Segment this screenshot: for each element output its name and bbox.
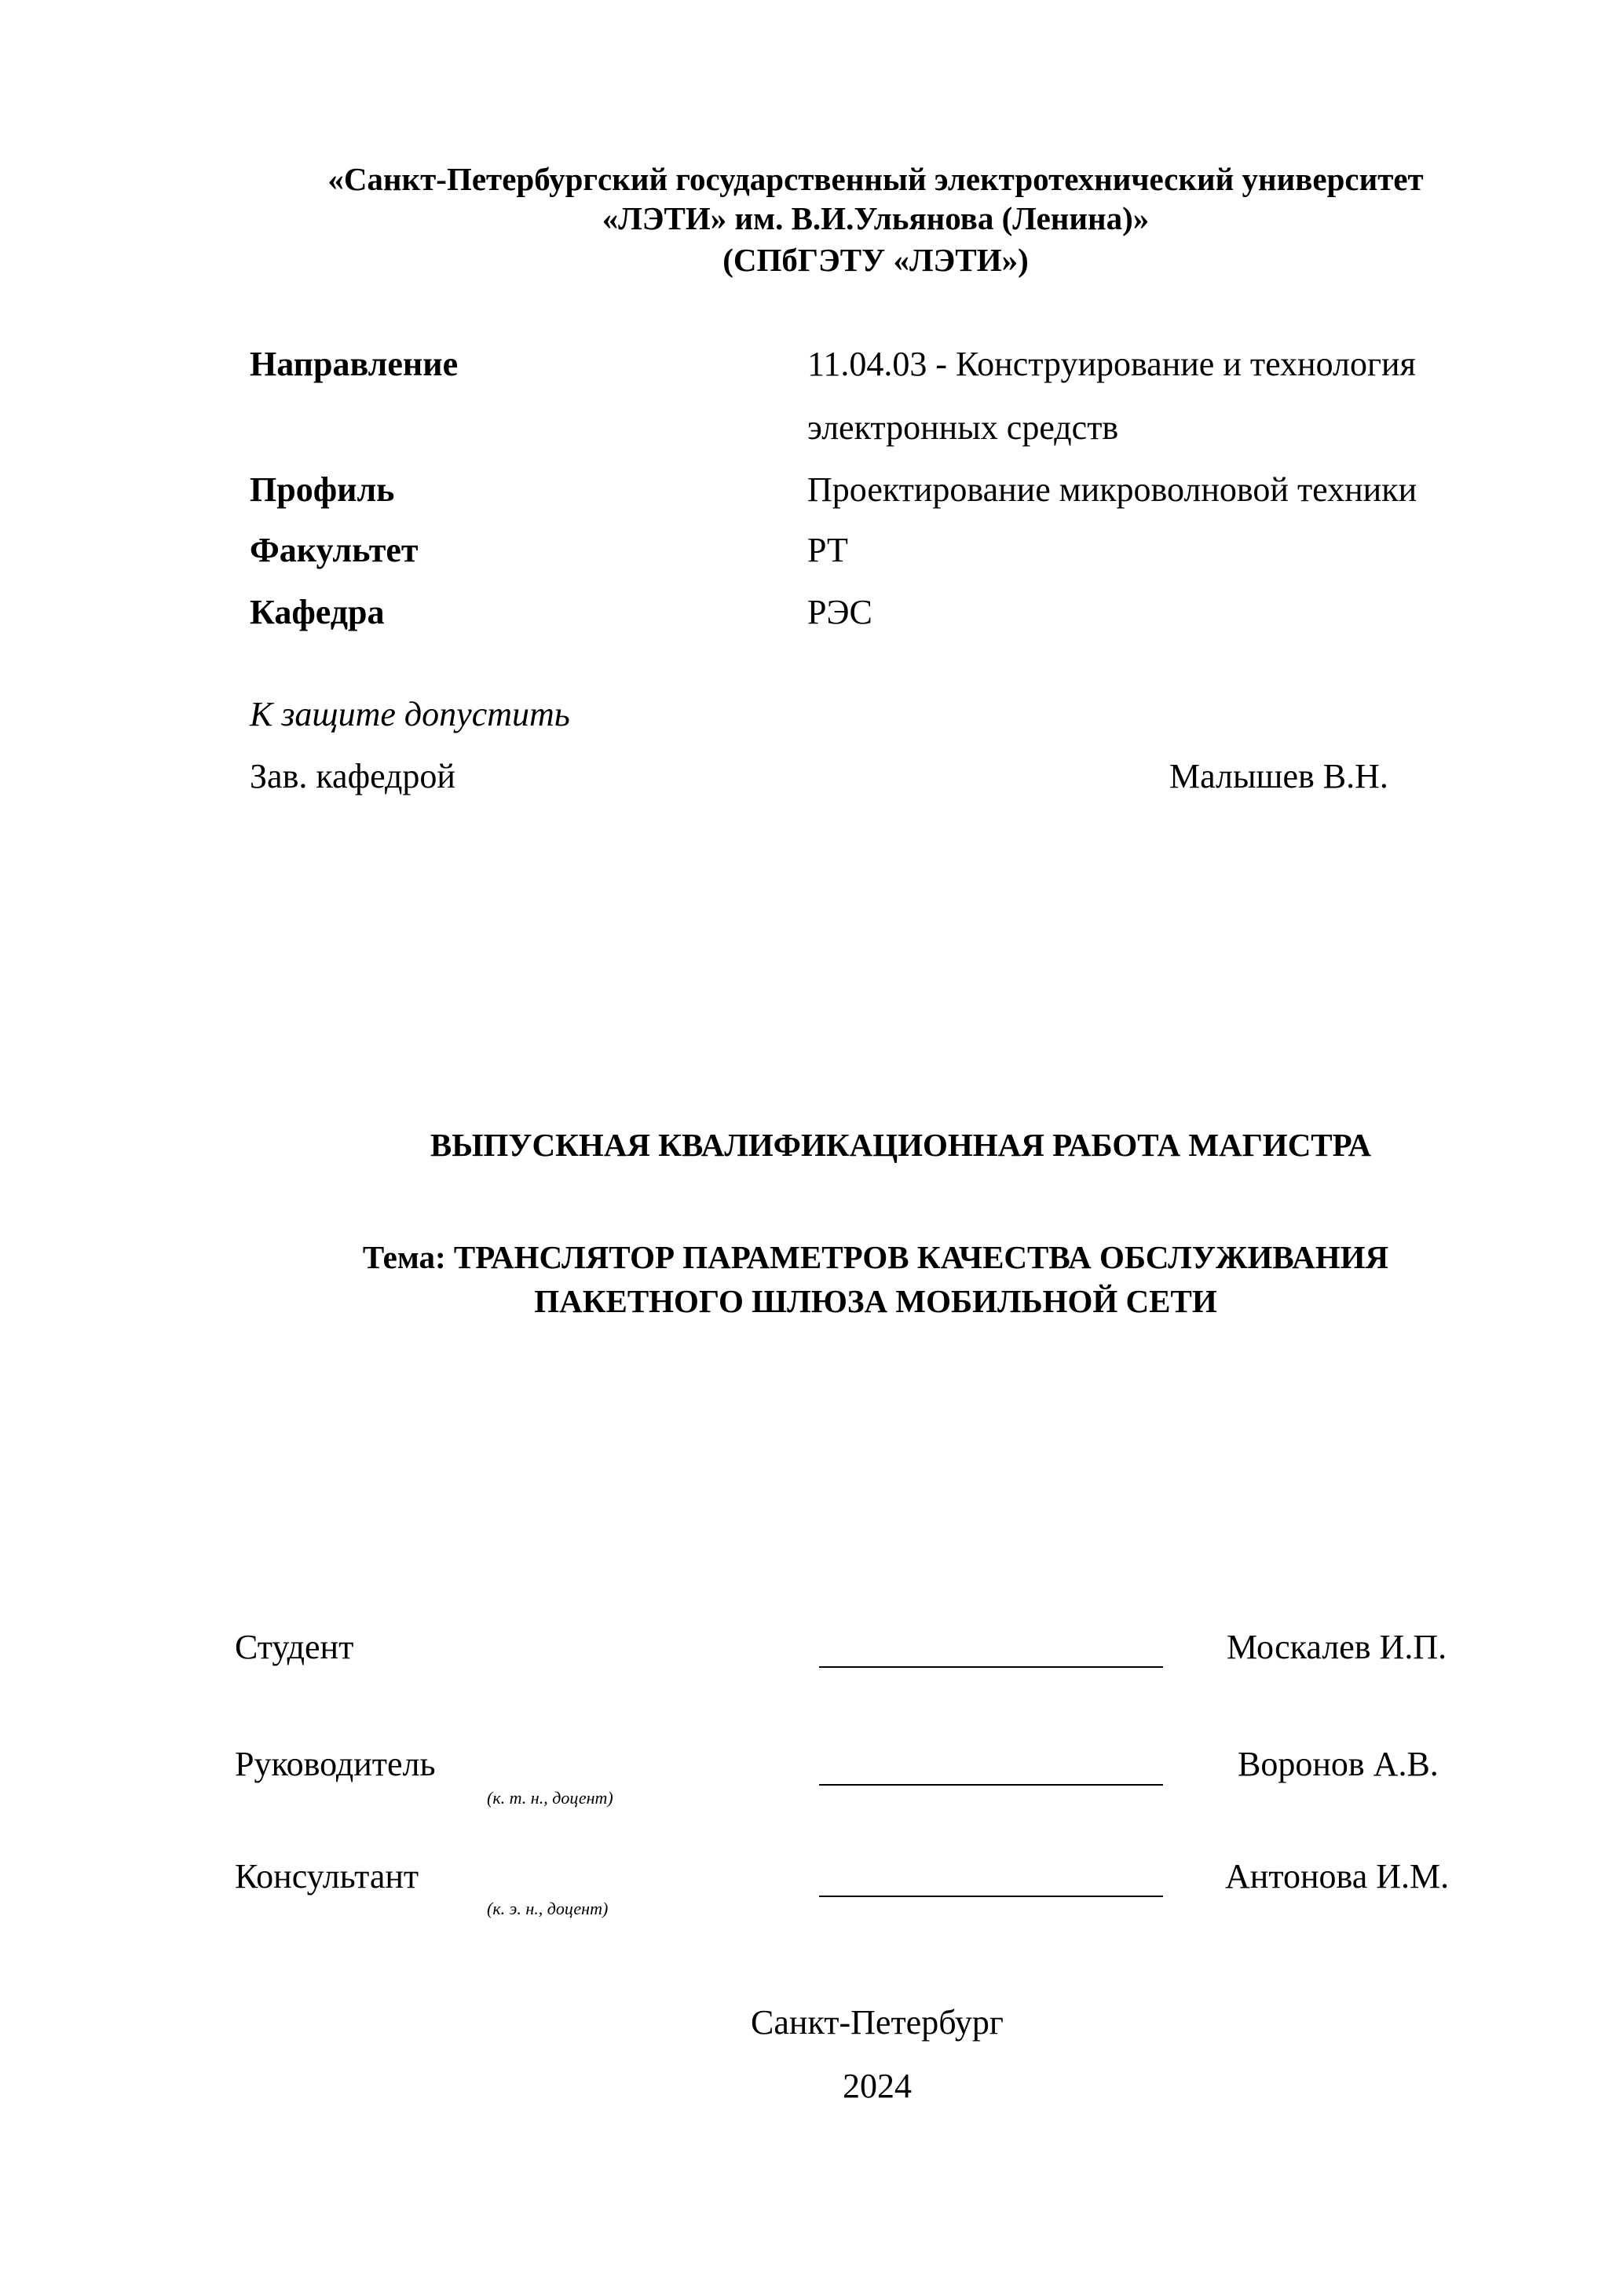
- direction-value-cont: электронных средств: [807, 408, 1119, 447]
- profile-value: Проектирование микроволновой техники: [807, 470, 1417, 509]
- approval-title: К защите допустить: [250, 695, 570, 733]
- topic-line1: Тема: ТРАНСЛЯТОР ПАРАМЕТРОВ КАЧЕСТВА ОБСЛУЖИВАНИЯ: [362, 1239, 1389, 1275]
- supervisor-label: Руководитель: [235, 1745, 436, 1783]
- faculty-label: Факультет: [250, 531, 419, 569]
- city: Санкт-Петербург: [751, 2003, 1004, 2042]
- university-name-line2: «ЛЭТИ» им. В.И.Ульянова (Ленина)»: [602, 200, 1150, 236]
- profile-label: Профиль: [250, 470, 395, 509]
- consultant-label: Консультант: [235, 1857, 419, 1896]
- department-label: Кафедра: [250, 593, 385, 631]
- student-label: Студент: [235, 1628, 354, 1666]
- topic-line2: ПАКЕТНОГО ШЛЮЗА МОБИЛЬНОЙ СЕТИ: [534, 1283, 1217, 1319]
- consultant-name: Антонова И.М.: [1225, 1857, 1450, 1896]
- direction-value: 11.04.03 - Конструирование и технология: [807, 345, 1416, 383]
- supervisor-name: Воронов А.В.: [1238, 1745, 1439, 1783]
- department-value: РЭС: [807, 593, 872, 631]
- supervisor-signature-line: [819, 1784, 1163, 1786]
- year: 2024: [843, 2067, 912, 2105]
- university-abbr: (СПбГЭТУ «ЛЭТИ»): [722, 242, 1029, 278]
- consultant-degree: (к. э. н., доцент): [487, 1899, 609, 1918]
- faculty-value: РТ: [807, 531, 848, 569]
- consultant-signature-line: [819, 1896, 1163, 1897]
- approval-name: Малышев В.Н.: [1169, 757, 1388, 795]
- student-signature-line: [819, 1666, 1163, 1668]
- supervisor-degree: (к. т. н., доцент): [487, 1788, 613, 1808]
- university-name-line1: «Санкт-Петербургский государственный электротехнический университет: [327, 161, 1424, 197]
- work-type: ВЫПУСКНАЯ КВАЛИФИКАЦИОННАЯ РАБОТА МАГИСТРА: [430, 1127, 1372, 1163]
- approval-role: Зав. кафедрой: [250, 757, 455, 795]
- student-name: Москалев И.П.: [1227, 1628, 1447, 1666]
- direction-label: Направление: [250, 345, 459, 383]
